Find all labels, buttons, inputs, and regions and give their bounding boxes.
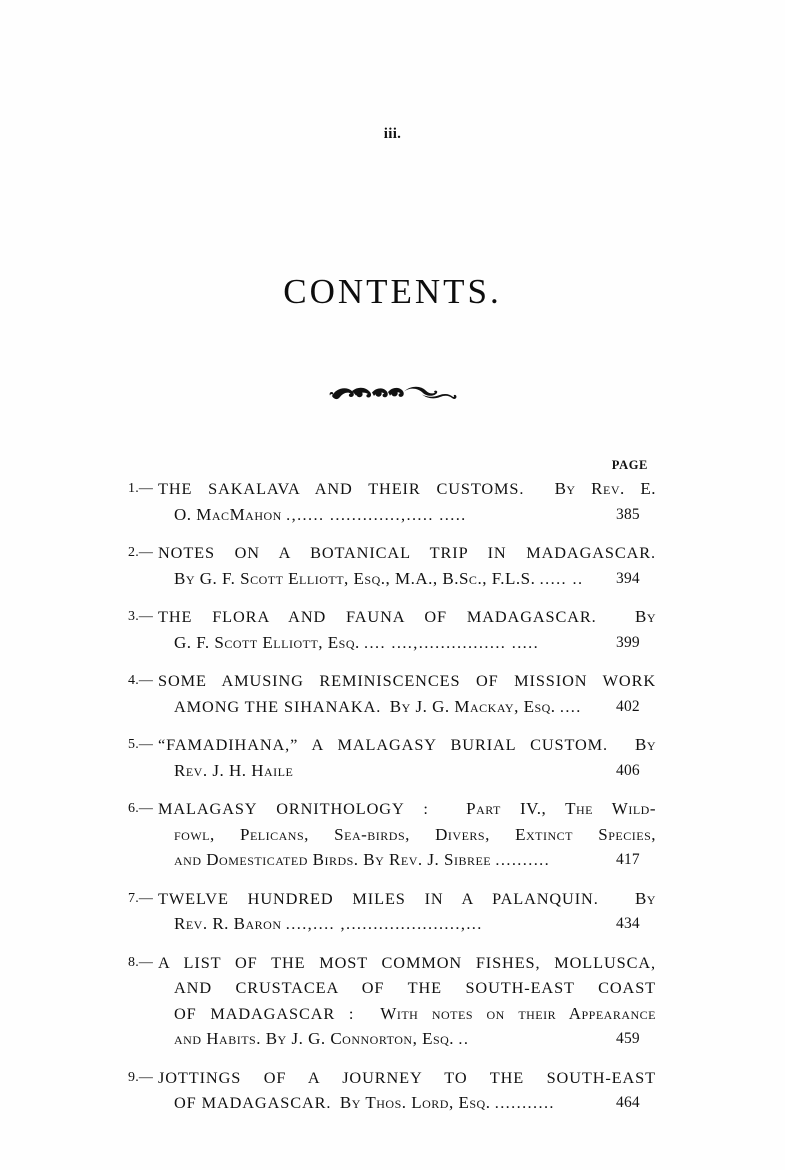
toc-entry-line xyxy=(128,502,656,528)
toc-entry-text xyxy=(174,630,656,656)
folio-page-number: iii. xyxy=(383,126,402,142)
toc-title-text: A LIST OF THE MOST COMMON FISHES, MOLLUSCA, xyxy=(158,952,656,972)
toc-entry[interactable] xyxy=(128,476,656,527)
toc-author-text: By Rev. E. xyxy=(554,479,656,498)
leader-dots: .,..... .............,..... ..... xyxy=(286,504,467,524)
toc-page-number[interactable]: 406 xyxy=(616,761,640,779)
toc-entry-number: 1.— xyxy=(128,481,154,496)
toc-entry-line xyxy=(128,1026,656,1052)
table-of-contents xyxy=(128,458,657,1129)
toc-page-number[interactable]: 459 xyxy=(616,1030,640,1047)
toc-title-text: JOTTINGS OF A JOURNEY TO THE SOUTH-EAST xyxy=(158,1067,656,1087)
toc-author-text: Rev. J. H. Haile xyxy=(174,760,294,780)
toc-author-text: Rev. R. Baron xyxy=(174,914,282,933)
toc-entry-text xyxy=(158,732,656,758)
page-title: CONTENTS. xyxy=(283,272,502,311)
toc-entry[interactable] xyxy=(128,1065,656,1116)
toc-entry-line xyxy=(128,886,656,912)
leader-dots: .... xyxy=(559,696,582,716)
leader-dots: .... ....,................ ..... xyxy=(364,632,540,652)
toc-entry-line xyxy=(128,668,656,694)
toc-page-number[interactable]: 402 xyxy=(616,697,640,715)
toc-entry-line xyxy=(128,732,656,758)
toc-entry-line xyxy=(128,1065,656,1091)
decorative-flourish-ornament xyxy=(0,380,785,406)
toc-entry-line xyxy=(128,822,656,848)
toc-entry-number: 7.— xyxy=(128,890,154,906)
toc-entry-line xyxy=(128,1090,656,1116)
toc-entry[interactable] xyxy=(128,950,656,1052)
toc-entry-number: 3.— xyxy=(128,609,154,624)
toc-author-text: O. MacMahon xyxy=(174,504,282,524)
toc-author-text: By xyxy=(635,607,657,626)
toc-entry-text xyxy=(158,886,656,912)
toc-entry-line xyxy=(128,694,656,720)
toc-title-text: “FAMADIHANA,” A MALAGASY BURIAL CUSTOM. xyxy=(158,735,609,754)
toc-entry[interactable] xyxy=(128,668,656,719)
toc-entry-line xyxy=(128,476,656,502)
toc-title-text: OF MADAGASCAR : xyxy=(174,1003,355,1023)
toc-entry[interactable] xyxy=(128,732,656,783)
leader-dots: ..... .. xyxy=(539,568,584,588)
toc-title-text: THE FLORA AND FAUNA OF MADAGASCAR. xyxy=(158,607,597,626)
toc-entry-line xyxy=(128,566,656,592)
toc-page-number[interactable]: 417 xyxy=(616,851,640,868)
toc-entry-text xyxy=(158,796,656,822)
toc-entry-text xyxy=(158,950,656,976)
toc-entry-number: 6.— xyxy=(128,801,154,816)
toc-author-text: Part IV., The Wild- xyxy=(466,799,656,818)
toc-author-text: By G. F. Scott Elliott, Esq., M.A., B.Sc., F.L.S. xyxy=(174,568,536,588)
toc-author-text: By xyxy=(634,888,656,908)
toc-author-text: By xyxy=(634,735,656,754)
toc-entry-line xyxy=(128,796,656,822)
toc-author-text: and Domesticated Birds. By Rev. J. Sibree xyxy=(174,850,492,869)
toc-entry-line xyxy=(128,758,656,784)
toc-author-text: By Thos. Lord, Esq. xyxy=(339,1093,491,1112)
toc-title-text: AND CRUSTACEA OF THE SOUTH-EAST COAST xyxy=(174,978,656,997)
toc-entry-line xyxy=(128,847,656,873)
toc-entry-text xyxy=(174,758,656,784)
toc-entry-list xyxy=(128,476,656,1116)
toc-entry-text xyxy=(174,822,656,848)
toc-title-text: MALAGASY ORNITHOLOGY : xyxy=(158,799,429,818)
toc-title-text: TWELVE HUNDRED MILES IN A PALANQUIN. xyxy=(158,888,599,908)
toc-entry-text xyxy=(174,502,656,528)
toc-entry-text xyxy=(158,1065,656,1091)
toc-entry-line xyxy=(128,950,656,976)
toc-entry-text xyxy=(174,911,656,937)
toc-entry-number: 8.— xyxy=(128,954,154,970)
toc-entry-text xyxy=(174,694,656,720)
toc-page-number[interactable]: 434 xyxy=(616,915,640,932)
leader-dots: .......... xyxy=(495,850,551,869)
toc-author-text: With notes on their Appearance xyxy=(380,1003,656,1023)
toc-entry[interactable] xyxy=(128,604,656,655)
toc-entry-text xyxy=(158,668,656,694)
toc-entry-text xyxy=(174,1090,656,1116)
toc-author-text: G. F. Scott Elliott, Esq. xyxy=(174,632,360,652)
toc-entry-line xyxy=(128,540,656,566)
toc-entry-line xyxy=(128,1001,656,1027)
leader-dots: ........... xyxy=(494,1093,555,1112)
toc-entry-line xyxy=(128,604,656,630)
leader-dots: ....,.... ,.....................,... xyxy=(285,914,483,933)
toc-author-text: By J. G. Mackay, Esq. xyxy=(389,696,556,716)
toc-entry-text xyxy=(174,566,656,592)
toc-entry-text xyxy=(174,1001,656,1027)
toc-title-text: OF MADAGASCAR. xyxy=(174,1093,332,1112)
toc-entry-number: 5.— xyxy=(128,737,154,752)
toc-page-number[interactable]: 385 xyxy=(616,505,640,523)
toc-entry-number: 2.— xyxy=(128,545,154,560)
toc-entry[interactable] xyxy=(128,540,656,591)
toc-entry[interactable] xyxy=(128,886,656,937)
toc-entry-text xyxy=(174,1026,656,1052)
leader-dots: .. xyxy=(458,1029,470,1048)
toc-entry-number: 4.— xyxy=(128,673,154,688)
toc-page-number[interactable]: 399 xyxy=(616,633,640,651)
toc-title-text: SOME AMUSING REMINISCENCES OF MISSION WORK xyxy=(158,671,656,690)
toc-entry-text xyxy=(158,604,656,630)
toc-entry-number: 9.— xyxy=(128,1069,154,1085)
toc-entry-text xyxy=(174,847,656,873)
toc-entry-text xyxy=(158,476,656,502)
toc-title-text: NOTES ON A BOTANICAL TRIP IN MADAGASCAR. xyxy=(158,543,656,562)
toc-author-text: fowl, Pelicans, Sea-birds, Divers, Extinct Species, xyxy=(174,824,656,844)
toc-entry-line xyxy=(128,975,656,1001)
toc-entry-text xyxy=(174,975,656,1001)
toc-entry-line xyxy=(128,911,656,937)
toc-page-number[interactable]: 394 xyxy=(616,569,640,587)
toc-title-text: AMONG THE SIHANAKA. xyxy=(174,696,382,716)
toc-entry[interactable] xyxy=(128,796,656,873)
page-column-header: PAGE xyxy=(611,458,648,472)
toc-page-number[interactable]: 464 xyxy=(616,1094,640,1111)
toc-author-text: and Habits. By J. G. Connorton, Esq. xyxy=(174,1029,455,1048)
toc-entry-text xyxy=(158,540,656,566)
toc-entry-line xyxy=(128,630,656,656)
toc-title-text: THE SAKALAVA AND THEIR CUSTOMS. xyxy=(158,479,525,498)
